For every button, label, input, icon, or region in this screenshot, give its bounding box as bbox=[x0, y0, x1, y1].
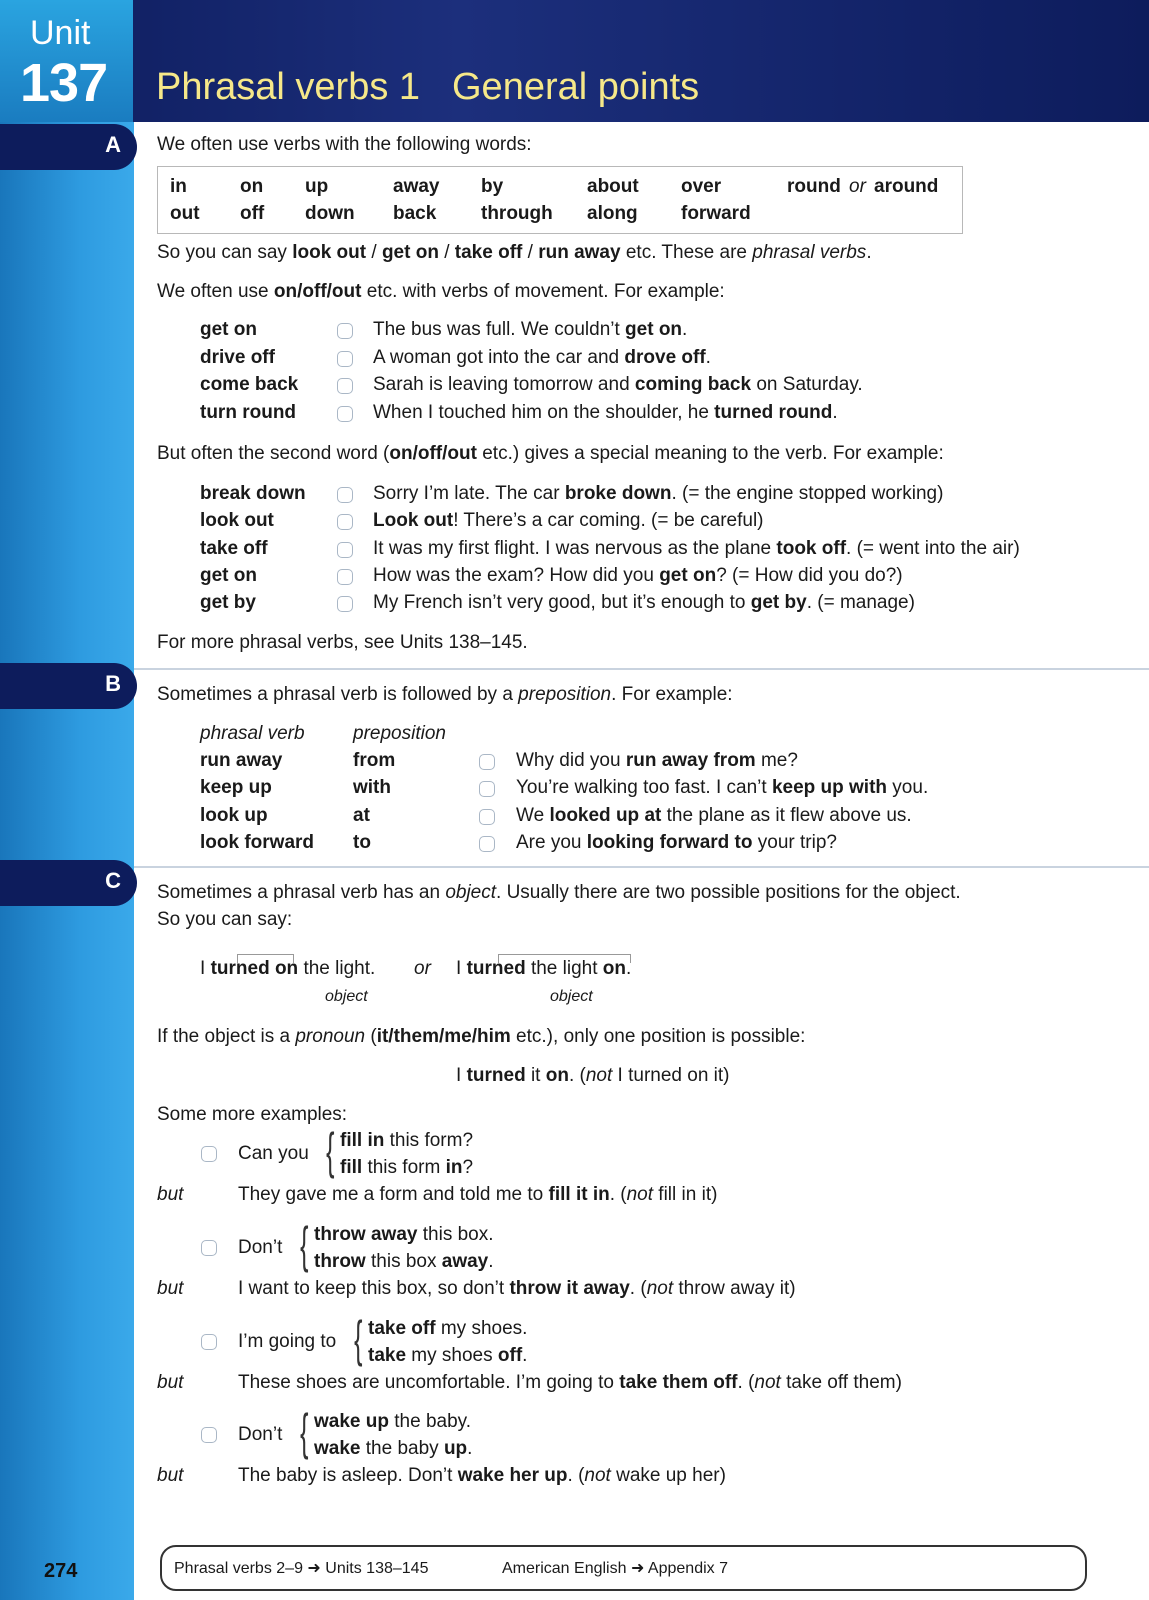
sentence-phrasal: took off bbox=[776, 537, 847, 559]
bullet-icon bbox=[201, 1146, 217, 1162]
option-text: this box. bbox=[417, 1224, 494, 1245]
example-sentence bbox=[373, 319, 687, 341]
sentence-phrasal: throw it away bbox=[509, 1278, 630, 1299]
sentence-text: . ( bbox=[737, 1372, 755, 1393]
not-word: not bbox=[754, 1372, 781, 1393]
sentence-text: . (= went into the air) bbox=[846, 537, 1020, 559]
bullet-icon bbox=[201, 1240, 217, 1256]
cross-ref-american: American English ➜ Appendix 7 bbox=[502, 1560, 728, 1577]
option-particle: up bbox=[443, 1438, 468, 1459]
word-table-cell: round bbox=[787, 176, 841, 197]
section-b-intro: Sometimes a phrasal verb is followed by a preposition. For example: bbox=[157, 684, 733, 705]
preposition: with bbox=[353, 777, 391, 799]
section-divider bbox=[134, 866, 1149, 868]
phrasal-verb: keep up bbox=[200, 777, 272, 799]
word-table-cell: down bbox=[305, 203, 355, 224]
sentence-text: take off them) bbox=[780, 1372, 902, 1393]
section-c-intro-2: So you can say: bbox=[157, 909, 293, 930]
phrasal-verb: get on bbox=[200, 564, 257, 586]
word-table-cell: along bbox=[587, 203, 638, 224]
page-subtitle: General points bbox=[452, 66, 700, 108]
sentence-text: How was the exam? How did you bbox=[373, 564, 660, 586]
bullet-icon bbox=[337, 514, 353, 530]
cross-reference-box bbox=[160, 1545, 1087, 1591]
example-lead: I’m going to bbox=[238, 1331, 337, 1352]
option-verb: take bbox=[368, 1345, 407, 1366]
sentence-text: . ( bbox=[629, 1278, 647, 1299]
word-table bbox=[157, 166, 963, 234]
example-lead: Don’t bbox=[238, 1424, 283, 1445]
sentence-text: . ( bbox=[609, 1184, 627, 1205]
more-examples-label: Some more examples: bbox=[157, 1104, 348, 1125]
section-letter-c: C bbox=[105, 868, 121, 893]
not-word: not bbox=[584, 1465, 611, 1486]
sentence-phrasal: wake her up bbox=[457, 1465, 568, 1486]
column-header-verb: phrasal verb bbox=[200, 723, 305, 744]
sentence-phrasal: looking forward to bbox=[586, 831, 753, 853]
sentence-text: . bbox=[832, 401, 838, 423]
bullet-icon bbox=[479, 781, 495, 797]
sentence-text: your trip? bbox=[752, 831, 837, 853]
sentence-phrasal: Look out bbox=[373, 510, 454, 532]
arrow-icon: ➜ bbox=[307, 1560, 321, 1577]
phrasal-verb: drive off bbox=[200, 346, 275, 368]
word-table-cell: through bbox=[481, 203, 553, 224]
bullet-icon bbox=[337, 596, 353, 612]
cross-ref-phrasal: Phrasal verbs 2–9 ➜ Units 138–145 bbox=[174, 1560, 429, 1577]
option-text: . bbox=[522, 1345, 528, 1366]
special-meaning-intro: But often the second word (on/off/out etc.) gives a special meaning to the verb. For example: bbox=[157, 443, 944, 464]
but-sentence bbox=[238, 1184, 717, 1206]
column-header-preposition: preposition bbox=[353, 723, 446, 744]
example-option-2 bbox=[368, 1345, 527, 1367]
option-text: the baby bbox=[360, 1438, 444, 1459]
option-verb: fill bbox=[340, 1157, 363, 1178]
example-sentence bbox=[373, 565, 903, 587]
sentence-text: Why did you bbox=[516, 750, 626, 771]
unit-number: 137 bbox=[20, 53, 108, 113]
sentence-text: Sarah is leaving tomorrow and bbox=[373, 374, 635, 395]
preposition: at bbox=[353, 804, 370, 826]
sentence-phrasal: get by bbox=[750, 592, 807, 614]
sentence-phrasal: broke down bbox=[564, 483, 672, 504]
phrasal-verb: break down bbox=[200, 483, 306, 504]
option-text: this form bbox=[362, 1157, 446, 1178]
not-word: not bbox=[646, 1278, 674, 1299]
section-tab-a bbox=[0, 124, 137, 170]
word-table-cell: up bbox=[305, 176, 329, 197]
sentence-text: me? bbox=[755, 750, 798, 771]
unit-badge bbox=[0, 0, 133, 122]
section-tab-c bbox=[0, 860, 137, 906]
sentence-text: The baby is asleep. Don’t bbox=[238, 1465, 458, 1486]
pronoun-example: I turned it on. (not I turned on it) bbox=[456, 1065, 730, 1086]
word-table-cell: around bbox=[874, 176, 939, 197]
sentence-text: you. bbox=[887, 777, 929, 799]
object-label: object bbox=[325, 988, 368, 1005]
movement-intro: We often use on/off/out etc. with verbs of movement. For example: bbox=[157, 281, 725, 302]
option-phrasal: wake up bbox=[314, 1411, 389, 1432]
bullet-icon bbox=[479, 754, 495, 770]
section-a-intro: We often use verbs with the following words: bbox=[157, 134, 532, 155]
sentence-text: These shoes are uncomfortable. I’m going to bbox=[238, 1372, 620, 1393]
sentence-text: . (= manage) bbox=[806, 592, 915, 614]
bullet-icon bbox=[479, 809, 495, 825]
sentence-text: They gave me a form and told me to bbox=[238, 1184, 549, 1205]
example-sentence bbox=[516, 777, 928, 799]
word-table-cell: out bbox=[170, 203, 200, 224]
example-sentence bbox=[373, 402, 838, 424]
sentence-text: It was my first flight. I was nervous as the plane bbox=[373, 537, 777, 559]
phrasal-verb: look out bbox=[200, 510, 274, 532]
option-text: this box bbox=[365, 1251, 442, 1272]
sentence-text: When I touched him on the shoulder, he bbox=[373, 401, 715, 423]
example-sentence bbox=[516, 805, 912, 827]
section-letter-b: B bbox=[105, 671, 121, 696]
example-option-1 bbox=[314, 1411, 471, 1433]
object-label: object bbox=[550, 988, 593, 1005]
brace-icon: { bbox=[300, 1217, 309, 1273]
example-sentence bbox=[373, 347, 711, 369]
word-table-cell: back bbox=[393, 203, 437, 224]
sentence-phrasal: run away from bbox=[625, 750, 756, 771]
bullet-icon bbox=[337, 378, 353, 394]
sentence-text: . ( bbox=[567, 1465, 585, 1486]
example-lead: Can you bbox=[238, 1143, 309, 1164]
option-text: the baby. bbox=[388, 1411, 472, 1432]
option-phrasal: throw away bbox=[314, 1224, 418, 1245]
unit-label: Unit bbox=[30, 14, 91, 52]
sentence-text: I want to keep this box, so don’t bbox=[238, 1278, 510, 1299]
word-table-cell: in bbox=[170, 176, 187, 197]
but-label: but bbox=[157, 1184, 184, 1205]
bullet-icon bbox=[337, 487, 353, 503]
sentence-phrasal: fill it in bbox=[548, 1184, 610, 1205]
bullet-icon bbox=[201, 1334, 217, 1350]
example-option-1 bbox=[314, 1224, 494, 1246]
bullet-icon bbox=[479, 836, 495, 852]
example-sentence bbox=[516, 750, 798, 772]
option-text: my shoes. bbox=[435, 1318, 528, 1339]
word-table-cell: off bbox=[240, 203, 265, 224]
phrasal-verb: look up bbox=[200, 804, 268, 826]
sentence-text: My French isn’t very good, but it’s enough to bbox=[373, 592, 751, 614]
sentence-phrasal: get on bbox=[625, 319, 683, 340]
but-sentence bbox=[238, 1372, 902, 1394]
sentence-text: Are you bbox=[516, 831, 587, 853]
but-label: but bbox=[157, 1278, 184, 1299]
example-sentence bbox=[373, 510, 764, 532]
phrasal-verb: look forward bbox=[200, 831, 315, 853]
example-option-1 bbox=[368, 1318, 527, 1340]
option-verb: throw bbox=[314, 1251, 366, 1272]
word-table-cell: over bbox=[681, 176, 722, 197]
sentence-phrasal: get on bbox=[659, 564, 717, 586]
phrasal-verb: run away bbox=[200, 750, 283, 771]
sentence-phrasal: looked up at bbox=[549, 804, 662, 826]
bullet-icon bbox=[337, 569, 353, 585]
sentence-phrasal: coming back bbox=[634, 374, 752, 395]
word-table-cell: by bbox=[481, 176, 504, 197]
sentence-text: The bus was full. We couldn’t bbox=[373, 319, 626, 340]
example-sentence bbox=[373, 374, 863, 396]
example-option-2 bbox=[340, 1157, 473, 1179]
sentence-text: . bbox=[682, 319, 688, 340]
example-option-2 bbox=[314, 1438, 472, 1460]
not-word: not bbox=[626, 1184, 654, 1205]
page-number: 274 bbox=[44, 1560, 78, 1582]
phrasal-intro-line: So you can say look out / get on / take off / run away etc. These are phrasal verbs. bbox=[157, 242, 872, 263]
sentence-text: Sorry I’m late. The car bbox=[373, 483, 565, 504]
page-title: Phrasal verbs 1 bbox=[156, 66, 421, 108]
word-or: or bbox=[849, 176, 866, 197]
option-phrasal: take off bbox=[368, 1318, 436, 1339]
phrasal-verb: come back bbox=[200, 374, 299, 395]
section-c-intro: Sometimes a phrasal verb has an object. Usually there are two possible positions for the object. bbox=[157, 882, 961, 903]
brace-icon: { bbox=[300, 1404, 309, 1460]
option-particle: away bbox=[441, 1251, 489, 1272]
section-tab-b bbox=[0, 663, 137, 709]
preposition: from bbox=[353, 750, 396, 771]
option-text: . bbox=[467, 1438, 473, 1459]
preposition: to bbox=[353, 831, 371, 853]
sentence-text: . bbox=[705, 346, 711, 368]
sentence-text: We bbox=[516, 804, 550, 826]
word-table-cell: about bbox=[587, 176, 639, 197]
but-sentence bbox=[238, 1278, 796, 1300]
sentence-text: ! There’s a car coming. (= be careful) bbox=[453, 510, 764, 532]
phrasal-verb: take off bbox=[200, 537, 268, 559]
bullet-icon bbox=[337, 406, 353, 422]
but-label: but bbox=[157, 1372, 184, 1393]
word-table-cell: away bbox=[393, 176, 440, 197]
brace-icon: { bbox=[326, 1123, 335, 1179]
sentence-phrasal: take them off bbox=[619, 1372, 738, 1393]
but-sentence bbox=[238, 1465, 726, 1487]
example-option-2 bbox=[314, 1251, 494, 1273]
sentence-text: A woman got into the car and bbox=[373, 346, 625, 368]
option-text: my shoes bbox=[406, 1345, 498, 1366]
sentence-text: . (= the engine stopped working) bbox=[671, 483, 944, 504]
sentence-phrasal: turned round bbox=[714, 401, 833, 423]
option-text: ? bbox=[462, 1157, 474, 1178]
or-word: or bbox=[414, 958, 431, 979]
example-lead: Don’t bbox=[238, 1237, 283, 1258]
phrasal-verb: turn round bbox=[200, 401, 297, 423]
example-option-1 bbox=[340, 1130, 473, 1152]
object-example-1: I turned on the light. bbox=[200, 958, 376, 979]
example-sentence bbox=[516, 832, 837, 854]
object-example-2: I turned the light on. bbox=[456, 958, 632, 979]
example-sentence bbox=[373, 538, 1020, 560]
sentence-phrasal: keep up with bbox=[771, 777, 888, 799]
pronoun-rule: If the object is a pronoun (it/them/me/him etc.), only one position is possible: bbox=[157, 1026, 806, 1047]
sentence-text: fill in it) bbox=[653, 1184, 718, 1205]
word-table-cell: on bbox=[240, 176, 264, 197]
section-divider bbox=[134, 668, 1149, 670]
word-table-cell: forward bbox=[681, 203, 751, 224]
example-sentence bbox=[373, 592, 915, 614]
bullet-icon bbox=[337, 323, 353, 339]
option-verb: wake bbox=[314, 1438, 361, 1459]
example-sentence bbox=[373, 483, 943, 505]
see-more-units: For more phrasal verbs, see Units 138–145. bbox=[157, 632, 528, 653]
phrasal-verb: get on bbox=[200, 319, 257, 340]
sentence-text: on Saturday. bbox=[751, 374, 863, 395]
sentence-text: the plane as it flew above us. bbox=[661, 804, 912, 826]
brace-icon: { bbox=[354, 1311, 363, 1367]
bullet-icon bbox=[337, 351, 353, 367]
sentence-text: ? (= How did you do?) bbox=[716, 564, 903, 586]
option-text: this form? bbox=[384, 1130, 474, 1151]
phrasal-verb: get by bbox=[200, 592, 256, 614]
option-particle: in bbox=[445, 1157, 463, 1178]
but-label: but bbox=[157, 1465, 184, 1486]
option-particle: off bbox=[497, 1345, 523, 1366]
section-letter-a: A bbox=[105, 132, 121, 157]
bullet-icon bbox=[201, 1427, 217, 1443]
arrow-icon: ➜ bbox=[630, 1560, 645, 1577]
sentence-text: throw away it) bbox=[673, 1278, 796, 1299]
option-phrasal: fill in bbox=[340, 1130, 385, 1151]
sentence-text: You’re walking too fast. I can’t bbox=[516, 777, 772, 799]
sentence-text: wake up her) bbox=[610, 1465, 726, 1486]
bullet-icon bbox=[337, 542, 353, 558]
sentence-phrasal: drove off bbox=[624, 346, 706, 368]
option-text: . bbox=[488, 1251, 494, 1272]
